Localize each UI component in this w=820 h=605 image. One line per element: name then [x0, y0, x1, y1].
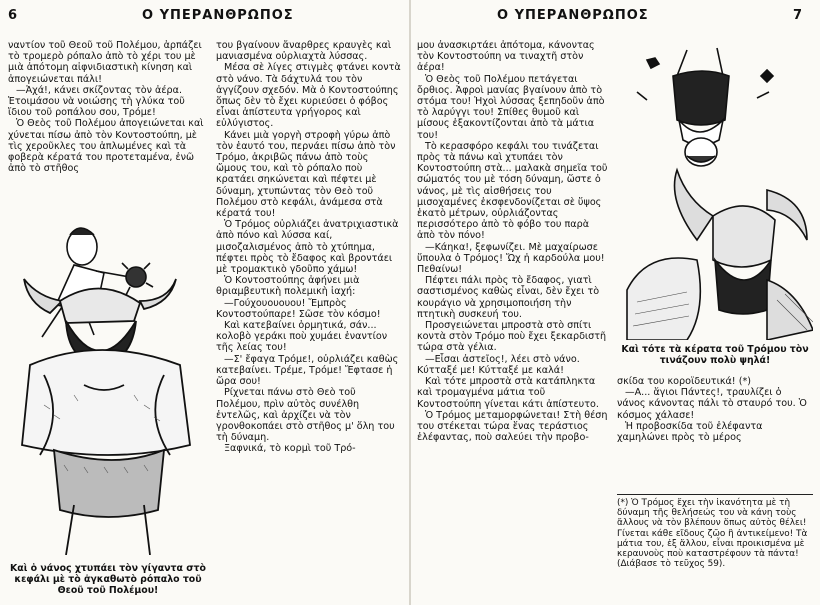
left-column-1-text [8, 40, 208, 174]
running-head-right: Ο ΥΠΕΡΑΝΘΡΩΠΟΣ [497, 8, 649, 23]
paragraph: —Σ' ἔφαγα Τρόμε!, οὐρλιάζει καθὼς κατεβαίνει. Τρέμε, Τρόμε! Ἔφτασε ἡ ὥρα σου! [216, 353, 399, 388]
paragraph: Ξαφνικά, τὸ κορμὶ τοῦ Τρό- [224, 443, 356, 455]
left-column-2-text [216, 40, 402, 455]
paragraph: Ὁ Κοντοστούπης ἀφήνει μιὰ θριαμβευτικὴ πολεμικὴ ἰαχή: [216, 275, 360, 298]
paragraph: Καὶ κατεβαίνει ὁρμητικά, σάν... κολοβὸ γεράκι ποὺ χυμάει ἐναντίον τῆς λείας του! [216, 320, 388, 354]
paragraph: Ὁ Θεὸς τοῦ Πολέμου ἀπογειώνεται καὶ χύνεται πίσω ἀπὸ τὸν Κοντοστούπη, μὲ τὶς χεροῦκλες του ἁπλωμένες καὶ τὰ φοβερὰ κέρατά του προτεταμένα, ἐνῶ ἀπὸ τὸ στῆθος [8, 118, 204, 175]
paragraph: μου ἀνασκιρτάει ἀπότομα, κάνοντας τὸν Κοντοστούπη να τιναχτῆ στὸν ἀέρα! [417, 40, 595, 74]
right-page [411, 0, 820, 605]
paragraph: Ὁ Τρόμος οὐρλιάζει ἀνατριχιαστικὰ ἀπὸ πόνο καὶ λύσσα καί, μισοζαλισμένος ἀπὸ τὸ χτύπημα, πέφτει πρὸς τὸ ἔδαφος καὶ βροντάει μὲ τρομακτικὸ γδοῦπο χάμω! [216, 219, 399, 276]
paragraph: —Ἀχά!, κάνει σκίζοντας τὸν ἀέρα. Ἑτοιμάσου νὰ νοιώσης τὴ γλύκα τοῦ ἴδιου τοῦ ροπάλου σου, Τρόμε! [8, 84, 185, 119]
paragraph: Κάνει μιὰ γοργὴ στροφὴ γύρω ἀπὸ τὸν ἑαυτό του, περνάει πίσω ἀπὸ τὸν Τρόμο, ἀκριβῶς πάνω ἀπὸ τοὺς ὤμους του, καὶ τὸ ρόπαλο ποὺ κρατάει σηκώνεται καὶ πέφτει μὲ δύναμη, χτυπώντας τὸν Θεὸ τοῦ Πολέμου στὸ κεφάλι, ἀνάμεσα στὰ κέρατά του! [216, 129, 396, 220]
paragraph: Μέσα σὲ λίγες στιγμὲς φτάνει κοντὰ στὸ νάνο. Τὰ δάχτυλά του τὸν ἀγγίζουν σχεδόν. Μὰ ὁ Κοντοστούπης ὅπως δὲν τὸ ἔχει κυριεύσει ὁ φόβος εἶναι ἀπίστευτα γρήγορος καὶ εὐλύγιστος. [216, 62, 401, 130]
paragraph: Καὶ τότε μπροστὰ στὰ κατάπληκτα καὶ τρομαγμένα μάτια τοῦ Κοντοστούπη γίνεται κάτι ἀπίστευτο. [417, 376, 599, 410]
paragraph: σκίδα του κοροϊδευτικά! (*) [617, 376, 751, 387]
illustration-dwarf-tossed-by-horns [617, 40, 813, 340]
paragraph: —Γούχουουουου! Ἔμπρὸς Κοντοστούπαρε! Σῶσε τὸν κόσμο! [216, 297, 381, 320]
paragraph: Ἡ προβοσκίδα τοῦ ἐλέφαντα χαμηλώνει πρὸς τὸ μέρος [617, 420, 763, 444]
caption-right: Καὶ τότε τὰ κέρατα τοῦ Τρόμου τὸν τινάζουν πολὺ ψηλά! [621, 344, 809, 366]
paragraph: Ὁ Θεὸς τοῦ Πολέμου πετάγεται ὄρθιος. Ἀφροὶ μανίας βγαίνουν ἀπὸ τὸ στόμα του! Ἠχοὶ λύσσας ξεπηδοῦν ἀπὸ τὸ λαρύγγι του! Σπίθες θυμοῦ καὶ μίσους ἐξακοντίζονται ἀπὸ τὰ μάτια του! [417, 73, 605, 141]
left-page [0, 0, 409, 605]
page-number-left: 6 [8, 8, 18, 23]
paragraph: του βγαίνουν ἄναρθρες κραυγὲς καὶ μανιασμένα οὐρλιαχτὰ λύσσας. [216, 40, 392, 63]
caption-left: Καὶ ὁ νάνος χτυπάει τὸν γίγαντα στὸ κεφάλι μὲ τὸ ἀγκαθωτὸ ρόπαλο τοῦ Θεοῦ τοῦ Πολέμου! [10, 563, 206, 596]
paragraph: —Εἶσαι ἀστεῖος!, λέει στὸ νάνο. Κύτταξέ με! Κύτταξέ με καλά! [417, 353, 580, 376]
right-column-1-text [417, 40, 609, 443]
paragraph: —Κάηκα!, ξεφωνίζει. Μὲ μαχαίρωσε ὕπουλα ὁ Τρόμος! Ὤχ ἡ καρδούλα μου! Πεθαίνω! [417, 241, 605, 276]
paragraph: Προσγειώνεται μπροστὰ στὸ σπίτι κοντὰ στὸν Τρόμο ποὺ ἔχει ξεκαρδιστῆ τώρα στὰ γέλια. [417, 320, 607, 354]
footnote: (*) Ὁ Τρόμος ἔχει τὴν ἱκανότητα μὲ τὴ δύναμη τῆς θελήσεώς του νὰ κάνη τοὺς ἄλλους νὰ τὸν βλέπουν ὅπως αὐτὸς θέλει! Γίνεται κάθε εἴδους ζῶο ἢ ἀντικείμενο! Τὰ μάτια του, ἐξ ἄλλου, εἶναι προικισμένα μὲ κεραυνοὺς ποὺ καταστρέφουν τὰ πάντα! (Διάβασε τὸ τεῦχος 59). [617, 494, 813, 569]
paragraph: —Α... ἅγιοι Πάντες!, τραυλίζει ὁ νάνος κάνοντας πάλι τὸ σταυρό του. Ὁ κόσμος χάλασε! [617, 387, 807, 421]
page-number-right: 7 [793, 8, 803, 23]
paragraph: Τὸ κερασφόρο κεφάλι του τινάζεται πρὸς τὰ πάνω καὶ χτυπάει τὸν Κοντοστούπη στὰ... μαλακὰ σημεῖα τοῦ σώματός του μὲ τόση δύναμη, ὥστε ὁ νάνος, μὲ τὶς αἰσθήσεις του μισοχαμένες ἐκσφενδονίζεται σὲ ὕψος ἑκατὸ μέτρων, οὐρλιάζοντας περισσότερο ἀπὸ τὸ φόβο του παρὰ ἀπὸ τὸν πόνο! [417, 140, 608, 242]
paragraph: Ὁ Τρόμος μεταμορφώνεται! Στὴ θέση του στέκεται τώρα ἕνας τεράστιος ἐλέφαντας, ποὺ σαλεύει τὴν προβο- [417, 409, 608, 444]
illustration-dwarf-strikes-giant [14, 205, 206, 555]
paragraph: Ρίχνεται πάνω στὸ Θεὸ τοῦ Πολέμου, πρὶν αὐτὸς συνέλθη ἐντελῶς, καὶ ἀρχίζει νὰ τὸν γρονθοκοπάει στὸ στῆθος μ' ὅλη του τὴ δύναμη. [216, 387, 395, 444]
paragraph: Πέφτει πάλι πρὸς τὸ ἔδαφος, γιατὶ σαστισμένος καθὼς εἶναι, δὲν ἔχει τὸ κουράγιο νὰ χρησιμοποιήση τὴν πτητικὴ συσκευή του. [417, 275, 600, 320]
running-head-left: Ο ΥΠΕΡΑΝΘΡΩΠΟΣ [142, 8, 294, 23]
paragraph: ναντίον τοῦ Θεοῦ τοῦ Πολέμου, ἁρπάζει τὸ τρομερὸ ρόπαλο ἀπὸ τὸ χέρι του μὲ μιὰ ἀπότομη αἰφνιδιαστικὴ κίνηση καὶ ἀπογειώνεται πάλι! [8, 40, 202, 85]
right-column-2-text [617, 376, 813, 443]
